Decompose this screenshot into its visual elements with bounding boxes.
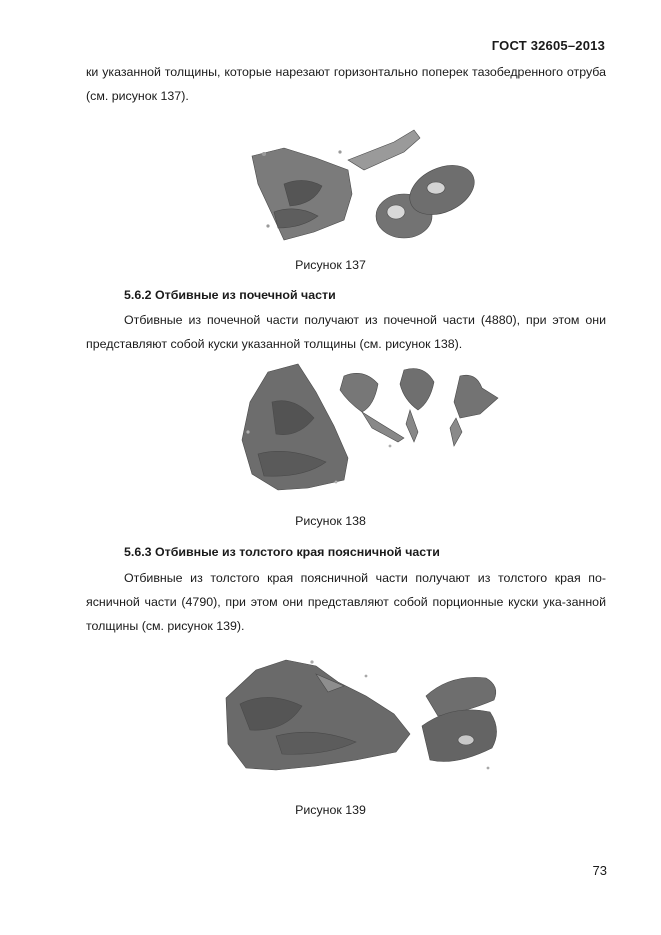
- figure-139-image: [216, 656, 508, 780]
- figure-139-caption: Рисунок 139: [295, 803, 366, 817]
- section-paragraph-5-6-3: Отбивные из толстого края поясничной части получают из толстого края по-ясничной части (4790), при этом они представляют собой порционные куски ука-занной толщины (см. рисунок 139).: [86, 571, 606, 633]
- section-heading-5-6-2: 5.6.2 Отбивные из почечной части: [124, 288, 336, 302]
- intro-paragraph: ки указанной толщины, которые нарезают горизонтально поперек тазобедренного отруба (см. рисунок 137).: [86, 65, 606, 103]
- figure-138-caption: Рисунок 138: [295, 514, 366, 528]
- section-paragraph-5-6-2: Отбивные из почечной части получают из почечной части (4880), при этом они представляют собой куски указанной толщины (см. рисунок 138).: [86, 313, 606, 351]
- figure-137-image: [244, 124, 484, 244]
- page-number: 73: [592, 863, 607, 878]
- document-header: ГОСТ 32605–2013: [491, 38, 605, 53]
- figure-137-caption: Рисунок 137: [295, 258, 366, 272]
- section-heading-5-6-3: 5.6.3 Отбивные из толстого края поясничной части: [124, 545, 440, 559]
- figure-138-image: [228, 362, 508, 496]
